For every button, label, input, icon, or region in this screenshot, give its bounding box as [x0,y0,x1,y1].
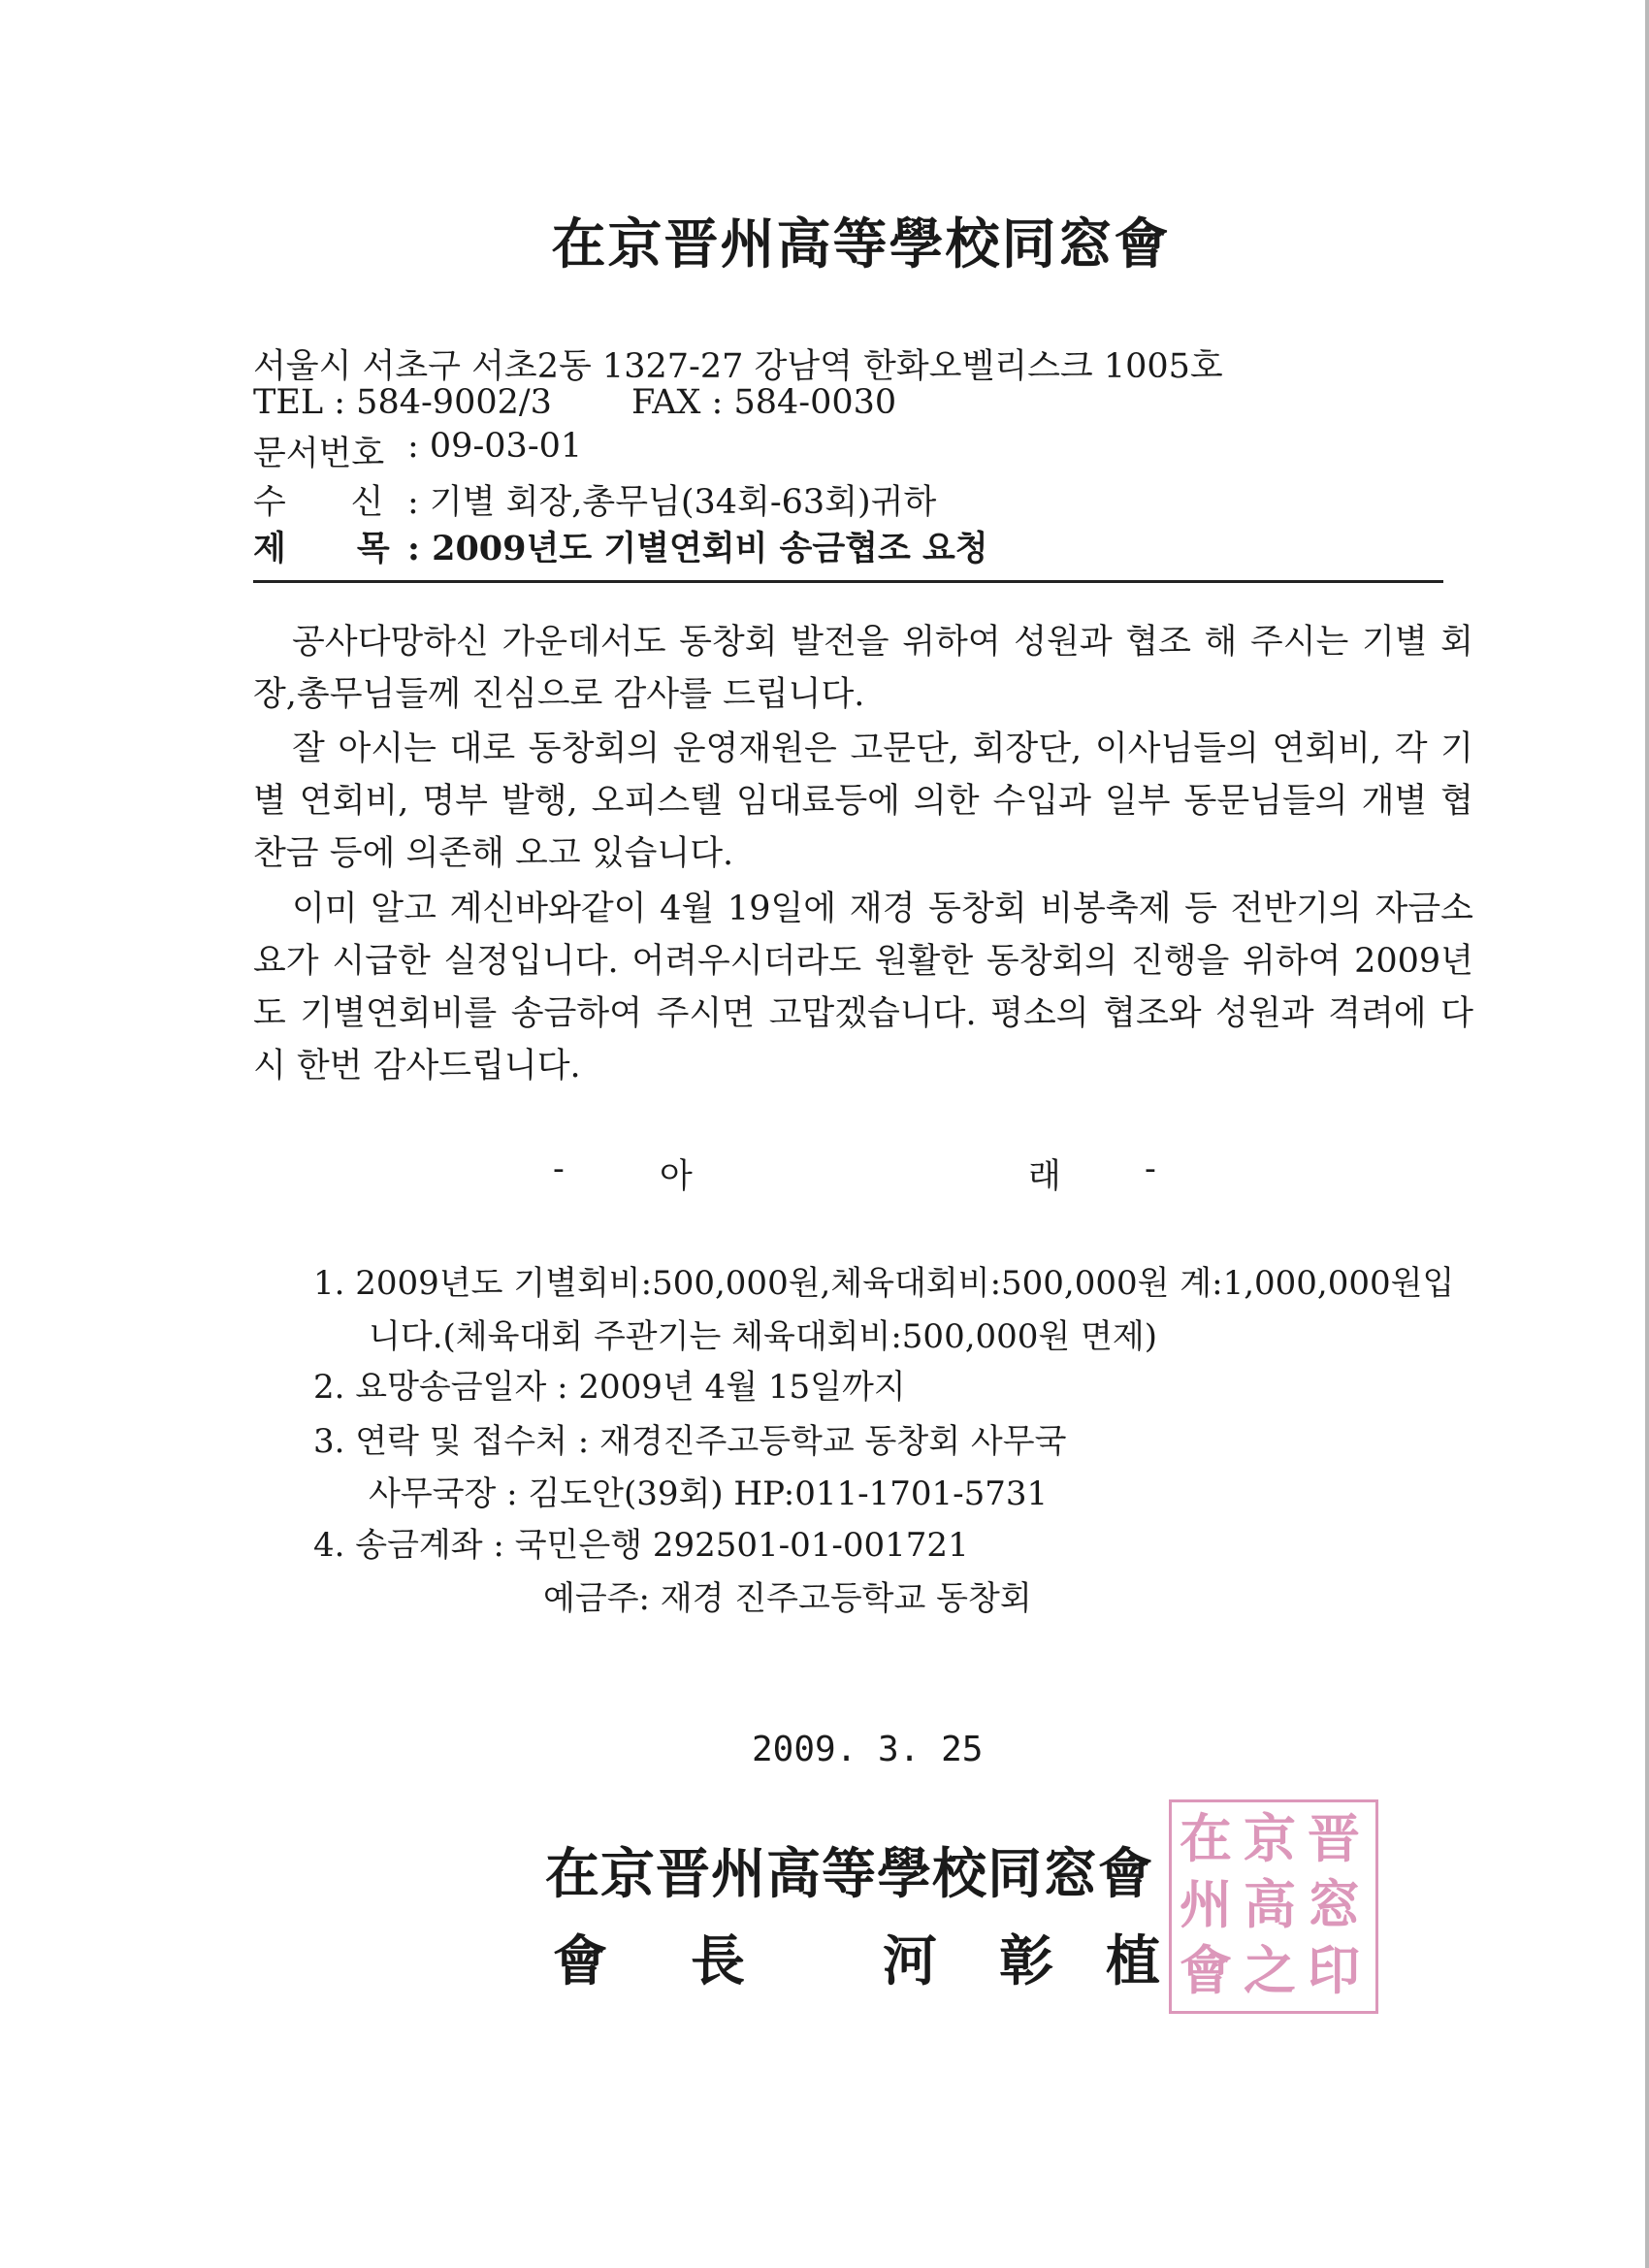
recipient-value: : 기별 회장,총무님(34회-63회)귀하 [407,483,937,522]
fax-line: FAX : 584-0030 [631,383,897,422]
body-paragraph-3 [253,883,1473,1092]
tel-line: TEL : 584-9002/3 [253,383,552,422]
subject-label: 제 목 [253,529,390,568]
notice-char-1: 아 [660,1157,693,1196]
official-seal-stamp: 在 京 晋 州 高 窓 會 之 印 [1169,1799,1378,2014]
notice-dash-left: - [553,1150,565,1188]
paragraph-2-text: 잘 아시는 대로 동창회의 운영재원은 고문단, 회장단, 이사님들의 연회비, 각 기별 연회비, 명부 발행, 오피스텔 임대료등에 의한 수입과 일부 동문님들의 개별 협찬금 등에 의존해 오고 있습니다. [253,729,1473,873]
item-3-line-1: 3. 연락 및 접수처 : 재경진주고등학교 동창회 사무국 [313,1422,1067,1461]
signature-name-char-3: 植 [1106,1929,1160,1993]
subject-value: : 2009년도 기별연회비 송금협조 요청 [407,529,988,568]
letterhead-title: 在京晋州高等學校同窓會 [551,212,1171,276]
scan-edge [1645,0,1649,2268]
paragraph-3-text: 이미 알고 계신바와같이 4월 19일에 재경 동창회 비봉축제 등 전반기의 자금소요가 시급한 실정입니다. 어려우시더라도 원활한 동창회의 진행을 위하여 2009년도 기별연회비를 송금하여 주시면 고맙겠습니다. 평소의 협조와 성원과 격려에 다시 한번 감사드립니다. [253,890,1473,1085]
recipient-label: 수 신 [253,483,384,522]
doc-number-label: 문서번호 [253,435,385,473]
signature-title-char-1: 會 [553,1929,607,1993]
signature-name-char-1: 河 [883,1929,937,1993]
item-1-line-2: 니다.(체육대회 주관기는 체육대회비:500,000원 면제) [369,1317,1158,1356]
signature-name-char-2: 彰 [999,1929,1053,1993]
notice-dash-right: - [1145,1150,1156,1188]
doc-number-value: : 09-03-01 [407,427,583,466]
item-4-line-1: 4. 송금계좌 : 국민은행 292501-01-001721 [313,1526,969,1565]
paragraph-1-text: 공사다망하신 가운데서도 동창회 발전을 위하여 성원과 협조 해 주시는 기별 회장,총무님들께 진심으로 감사를 드립니다. [253,623,1473,714]
body-paragraph-1 [253,616,1473,721]
signature-organization: 在京晋州高等學校同窓會 [545,1842,1153,1906]
item-4-line-2: 예금주: 재경 진주고등학교 동창회 [543,1579,1032,1618]
signature-title-char-2: 長 [691,1929,745,1993]
item-2: 2. 요망송금일자 : 2009년 4월 15일까지 [313,1368,906,1407]
address-line: 서울시 서초구 서초2동 1327-27 강남역 한화오벨리스크 1005호 [253,347,1223,386]
header-divider [253,580,1443,583]
item-1-line-1: 1. 2009년도 기별회비:500,000원,체육대회비:500,000원 계:1,000,000원입 [313,1264,1455,1303]
item-3-line-2: 사무국장 : 김도안(39회) HP:011-1701-5731 [369,1474,1049,1513]
notice-char-2: 래 [1028,1157,1061,1196]
body-paragraph-2 [253,723,1473,880]
document-date: 2009. 3. 25 [752,1730,984,1769]
